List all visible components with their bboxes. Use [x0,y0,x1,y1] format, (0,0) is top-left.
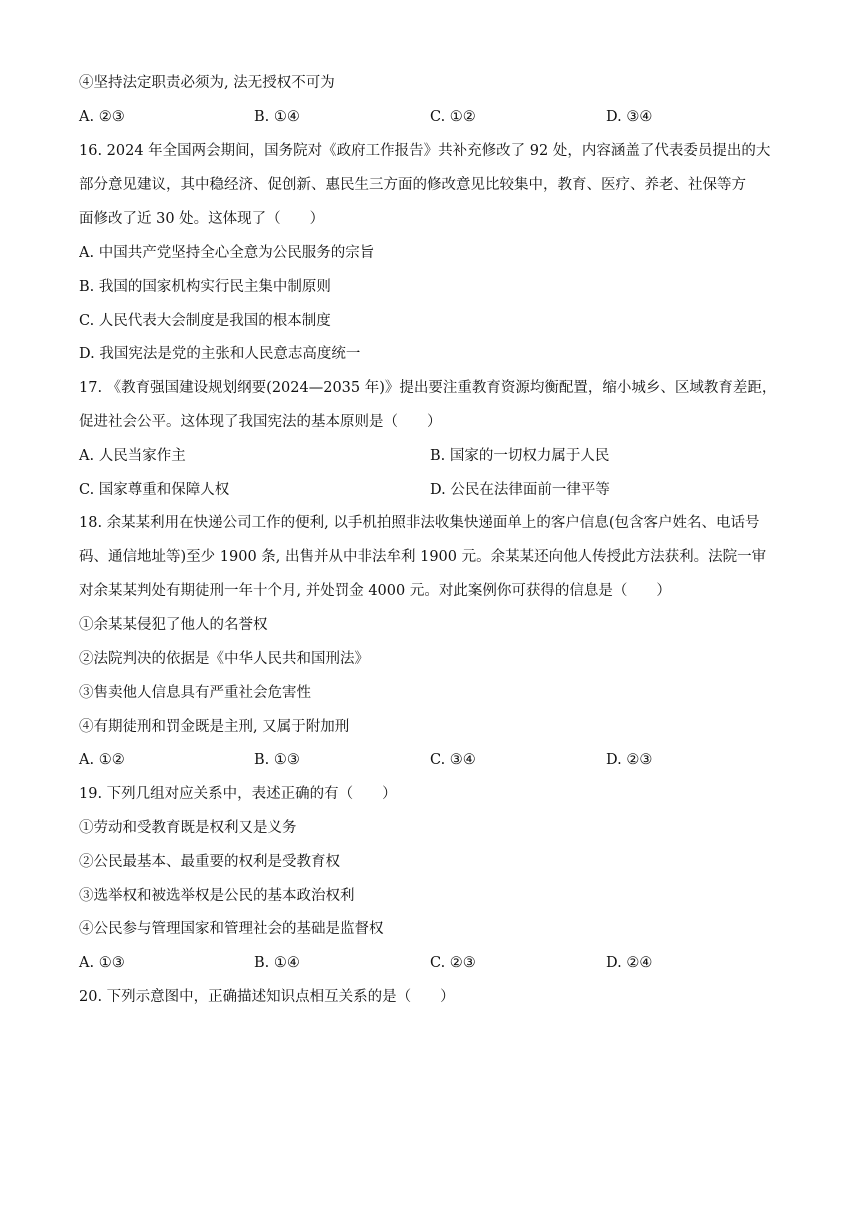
q15-option-b: B. ①④ [254,109,300,125]
q18-stem-line-2: 码、通信地址等)至少 1900 条, 出售并从中非法牟利 1900 元。余某某还向他人传授此方法获利。法院一审 [79,549,767,565]
q16-stem-line-1: 16. 2024 年全国两会期间，国务院对《政府工作报告》共补充修改了 92 处，内容涵盖了代表委员提出的大 [79,143,771,159]
q18-stem-line-1: 18. 余某某利用在快递公司工作的便利, 以手机拍照非法收集快递面单上的客户信息(包含客户姓名、电话号 [79,515,760,531]
q19-option-d: D. ②④ [606,955,653,971]
q15-item-4: ④坚持法定职责必须为, 法无授权不可为 [79,75,335,91]
q18-item-1: ①余某某侵犯了他人的名誉权 [79,617,268,633]
q16-option-b: B. 我国的国家机构实行民主集中制原则 [79,279,331,295]
q18-option-d: D. ②③ [606,752,653,768]
q16-option-d: D. 我国宪法是党的主张和人民意志高度统一 [79,346,361,362]
q18-option-c: C. ③④ [430,752,476,768]
q16-option-a: A. 中国共产党坚持全心全意为公民服务的宗旨 [79,245,375,261]
q16-stem-line-3: 面修改了近 30 处。这体现了（ ） [79,211,325,227]
q16-option-c: C. 人民代表大会制度是我国的根本制度 [79,313,331,329]
q18-stem-line-3: 对余某某判处有期徒刑一年十个月, 并处罚金 4000 元。对此案例你可获得的信息是（ ） [79,583,671,599]
q19-item-4: ④公民参与管理国家和管理社会的基础是监督权 [79,921,384,937]
q17-option-d: D. 公民在法律面前一律平等 [430,482,610,498]
q15-option-d: D. ③④ [606,109,653,125]
q18-item-4: ④有期徒刑和罚金既是主刑, 又属于附加刑 [79,719,350,735]
q20-stem: 20. 下列示意图中，正确描述知识点相互关系的是（ ） [79,989,455,1005]
q18-option-a: A. ①② [79,752,125,768]
q16-stem-line-2: 部分意见建议，其中稳经济、促创新、惠民生三方面的修改意见比较集中，教育、医疗、养老、社保等方 [79,177,746,193]
q15-option-c: C. ①② [430,109,476,125]
q17-stem-line-1: 17. 《教育强国建设规划纲要(2024—2035 年)》提出要注重教育资源均衡配置，缩小城乡、区域教育差距， [79,380,777,396]
q18-option-b: B. ①③ [254,752,300,768]
q19-stem: 19. 下列几组对应关系中，表述正确的有（ ） [79,786,397,802]
q19-item-3: ③选举权和被选举权是公民的基本政治权利 [79,888,355,904]
q19-item-2: ②公民最基本、最重要的权利是受教育权 [79,854,340,870]
q19-option-a: A. ①③ [79,955,125,971]
q17-option-c: C. 国家尊重和保障人权 [79,482,230,498]
q17-option-b: B. 国家的一切权力属于人民 [430,448,610,464]
q17-option-a: A. 人民当家作主 [79,448,186,464]
q17-stem-line-2: 促进社会公平。这体现了我国宪法的基本原则是（ ） [79,414,442,430]
q19-item-1: ①劳动和受教育既是权利又是义务 [79,820,297,836]
q18-item-3: ③售卖他人信息具有严重社会危害性 [79,685,311,701]
q15-option-a: A. ②③ [79,109,125,125]
q19-option-c: C. ②③ [430,955,476,971]
q18-item-2: ②法院判决的依据是《中华人民共和国刑法》 [79,651,369,667]
q19-option-b: B. ①④ [254,955,300,971]
